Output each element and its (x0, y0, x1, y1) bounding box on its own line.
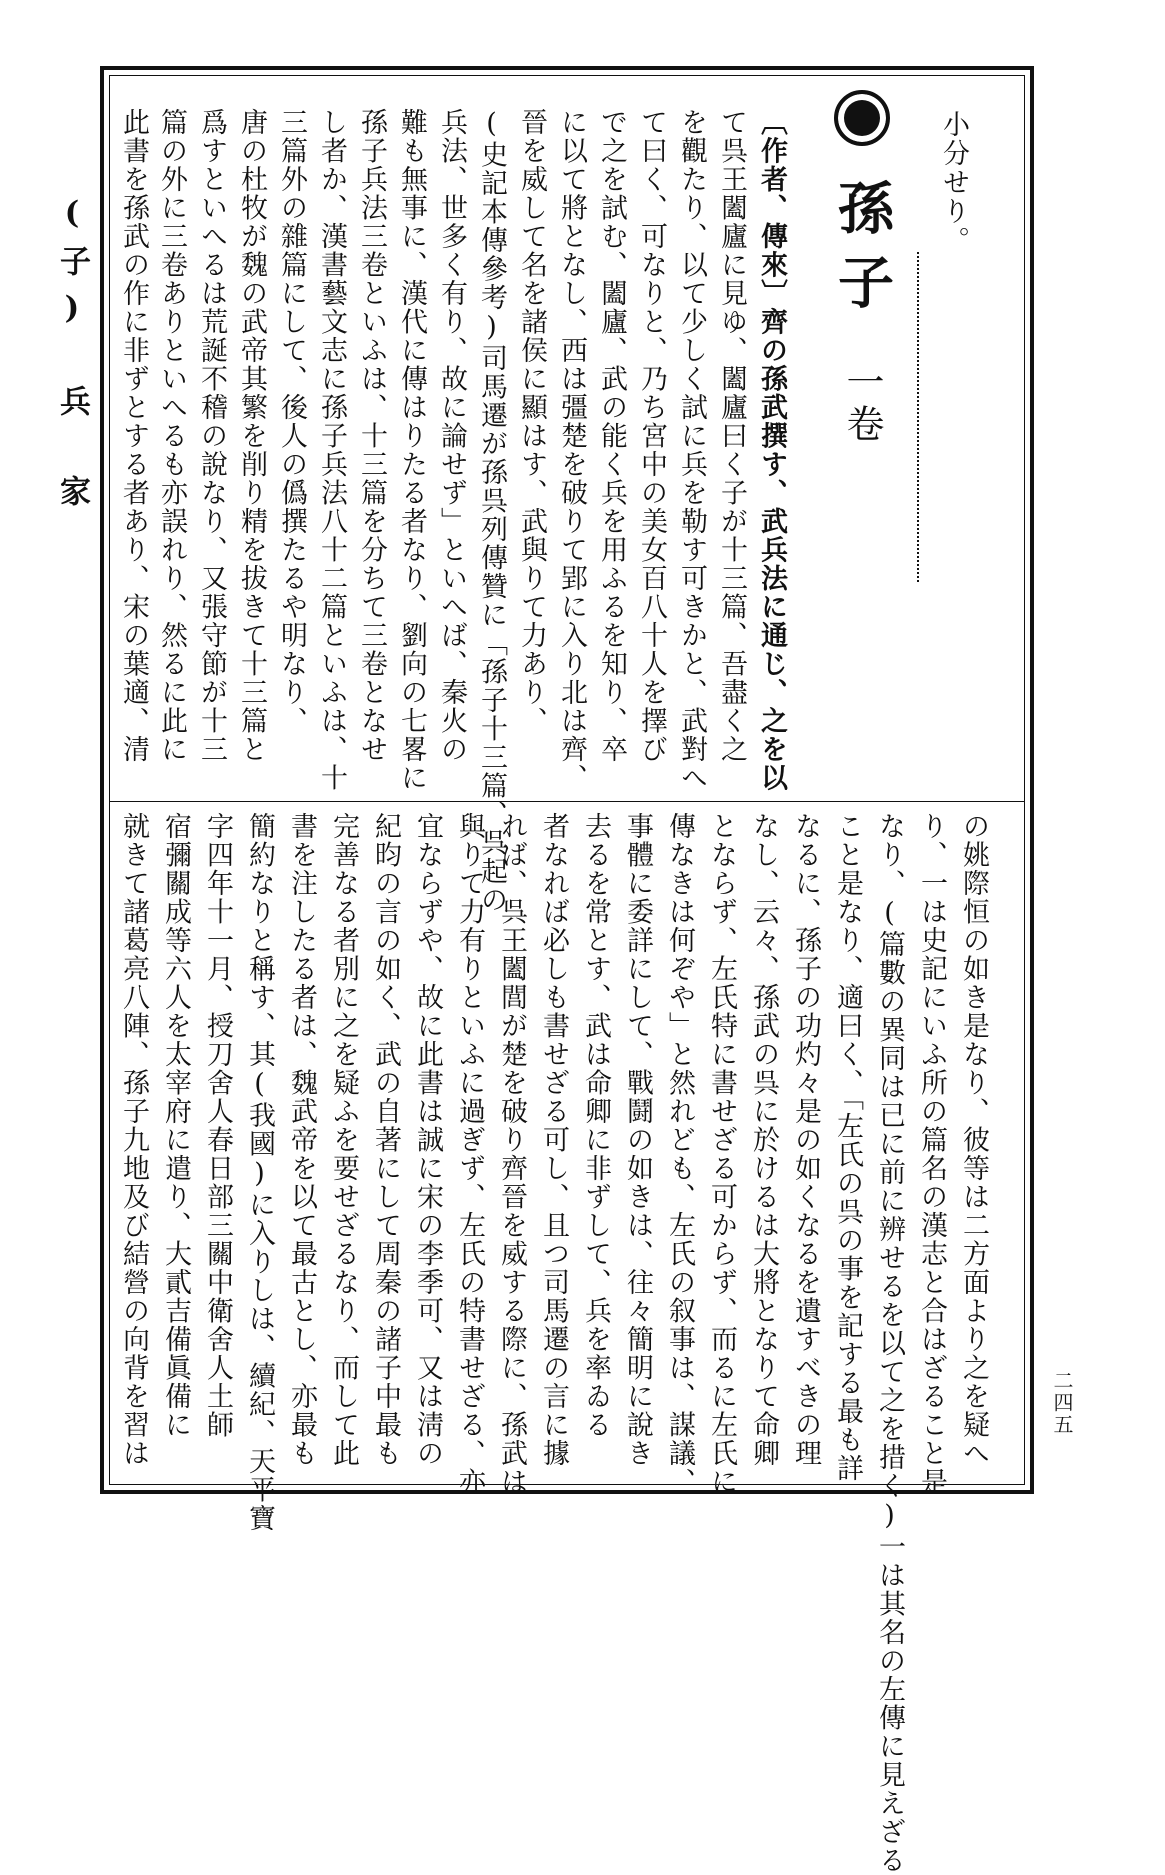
text-column: 此書を孫武の作に非ずとする者あり、宋の葉適、清 (118, 108, 149, 764)
text-column: 孫子兵法三卷といふは、十三篇を分ちて三卷となせ (356, 108, 387, 764)
text-column: 字四年十一月、授刀舍人春日部三關中衛舍人土師 (202, 812, 233, 1439)
text-column: なるに、孫子の功灼々是の如くなるを遺すべきの理 (790, 812, 821, 1468)
intro-line: 小分せり。 (938, 110, 969, 255)
section-title (829, 90, 895, 446)
text-column: に以て將となし、西は彊楚を破りて郢に入り北は齊、 (556, 108, 587, 792)
text-column: なり、(篇數の異同は已に前に辨せるを以て之を措く)一は其名の左傳に見えざる (874, 812, 905, 1875)
text-column: 難も無事に、漢代に傳はりたる者なり、劉向の七畧に (396, 108, 427, 792)
text-column: 傳なきは何ぞや」と然れども、左氏の叙事は、謀議、 (664, 812, 695, 1496)
text-column: 簡約なりと稱す、其(我國)に入りしは、續紀、天平寶 (244, 812, 275, 1533)
text-column: 兵法、世多く有り、故に論せず」といへば、秦火の (436, 108, 467, 764)
text-column: 者なれば必しも書せざる可し、且つ司馬遷の言に據 (538, 812, 569, 1468)
text-column: 爲すといへるは荒誕不稽の說なり、又張守節が十三 (196, 108, 227, 764)
text-column: (史記本傳參考)司馬遷が孫呉列傳贊に「孫子十三篇、呉起の (476, 108, 507, 914)
text-column: とならず、左氏特に書せざる可からず、而るに左氏に (706, 812, 737, 1496)
text-column: 與りて力有りといふに過ぎず、左氏の特書せざる、亦 (454, 812, 485, 1496)
text-column: 紀昀の言の如く、武の自著にして周秦の諸子中最も (370, 812, 401, 1468)
text-column: 篇の外に三卷ありといへるも亦誤れり、然るに此に (156, 108, 187, 764)
title-volumes: 一卷 (840, 362, 884, 446)
bottom-text-block (116, 812, 1016, 1875)
text-column: て曰く、可なりと、乃ち宮中の美女百八十人を擇び (636, 108, 667, 764)
text-column: 書を注したる者は、魏武帝を以て最古とし、亦最も (286, 812, 317, 1468)
text-column: れば、呉王闔閭が楚を破り齊晉を威する際に、孫武は (496, 812, 527, 1496)
text-column: 唐の杜牧が魏の武帝其繁を削り精を拔きて十三篇と (236, 108, 267, 764)
text-column: 宜ならずや、故に此書は誠に宋の李季可、又は淸の (412, 812, 443, 1468)
title-main: 孫子 (829, 179, 895, 327)
bullet-circle-icon (834, 90, 890, 146)
section-divider (109, 801, 1025, 802)
page-number: 二四五 (1050, 1370, 1074, 1436)
text-column: 去るを常とす、武は命卿に非ずして、兵を率ゐる (580, 812, 611, 1439)
text-column: 完善なる者別に之を疑ふを要せざるなり、而して此 (328, 812, 359, 1468)
text-column: 〔作者、傳來〕齊の孫武撰す、武兵法に通じ、之を以 (756, 108, 787, 792)
text-column: 晉を威して名を諸侯に顯はす、武與りて力あり、 (516, 108, 547, 735)
text-column: 三篇外の雜篇にして、後人の僞撰たるや明なり、 (276, 108, 307, 735)
text-column: り、一は史記にいふ所の篇名の漢志と合はざること是 (916, 812, 947, 1496)
text-column: し者か、漢書藝文志に孫子兵法八十二篇といふは、十 (316, 108, 347, 792)
text-column: 宿彌關成等六人を太宰府に遣り、大貳吉備眞備に (160, 812, 191, 1439)
text-column: の姚際恒の如き是なり、彼等は二方面より之を疑へ (958, 812, 989, 1468)
text-column: 就きて諸葛亮八陣、孫子九地及び結營の向背を習は (118, 812, 149, 1468)
text-column: を觀たり、以て少しく試に兵を勒す可きかと、武對へ (676, 108, 707, 792)
text-column: こと是なり、適曰く、「左氏の呉の事を記する最も詳 (832, 812, 863, 1483)
text-column: 事體に委詳にして、戰鬪の如きは、往々簡明に說き (622, 812, 653, 1468)
running-head: (子) 兵 家 (54, 195, 90, 520)
text-column: て呉王闔廬に見ゆ、闔廬曰く子が十三篇、吾盡く之 (716, 108, 747, 764)
top-text-block (116, 108, 796, 914)
text-column: で之を試む、闔廬、武の能く兵を用ふるを知り、卒 (596, 108, 627, 764)
wavy-separator (917, 252, 929, 582)
text-column: なし、云々、孫武の呉に於けるは大將となりて命卿 (748, 812, 779, 1468)
